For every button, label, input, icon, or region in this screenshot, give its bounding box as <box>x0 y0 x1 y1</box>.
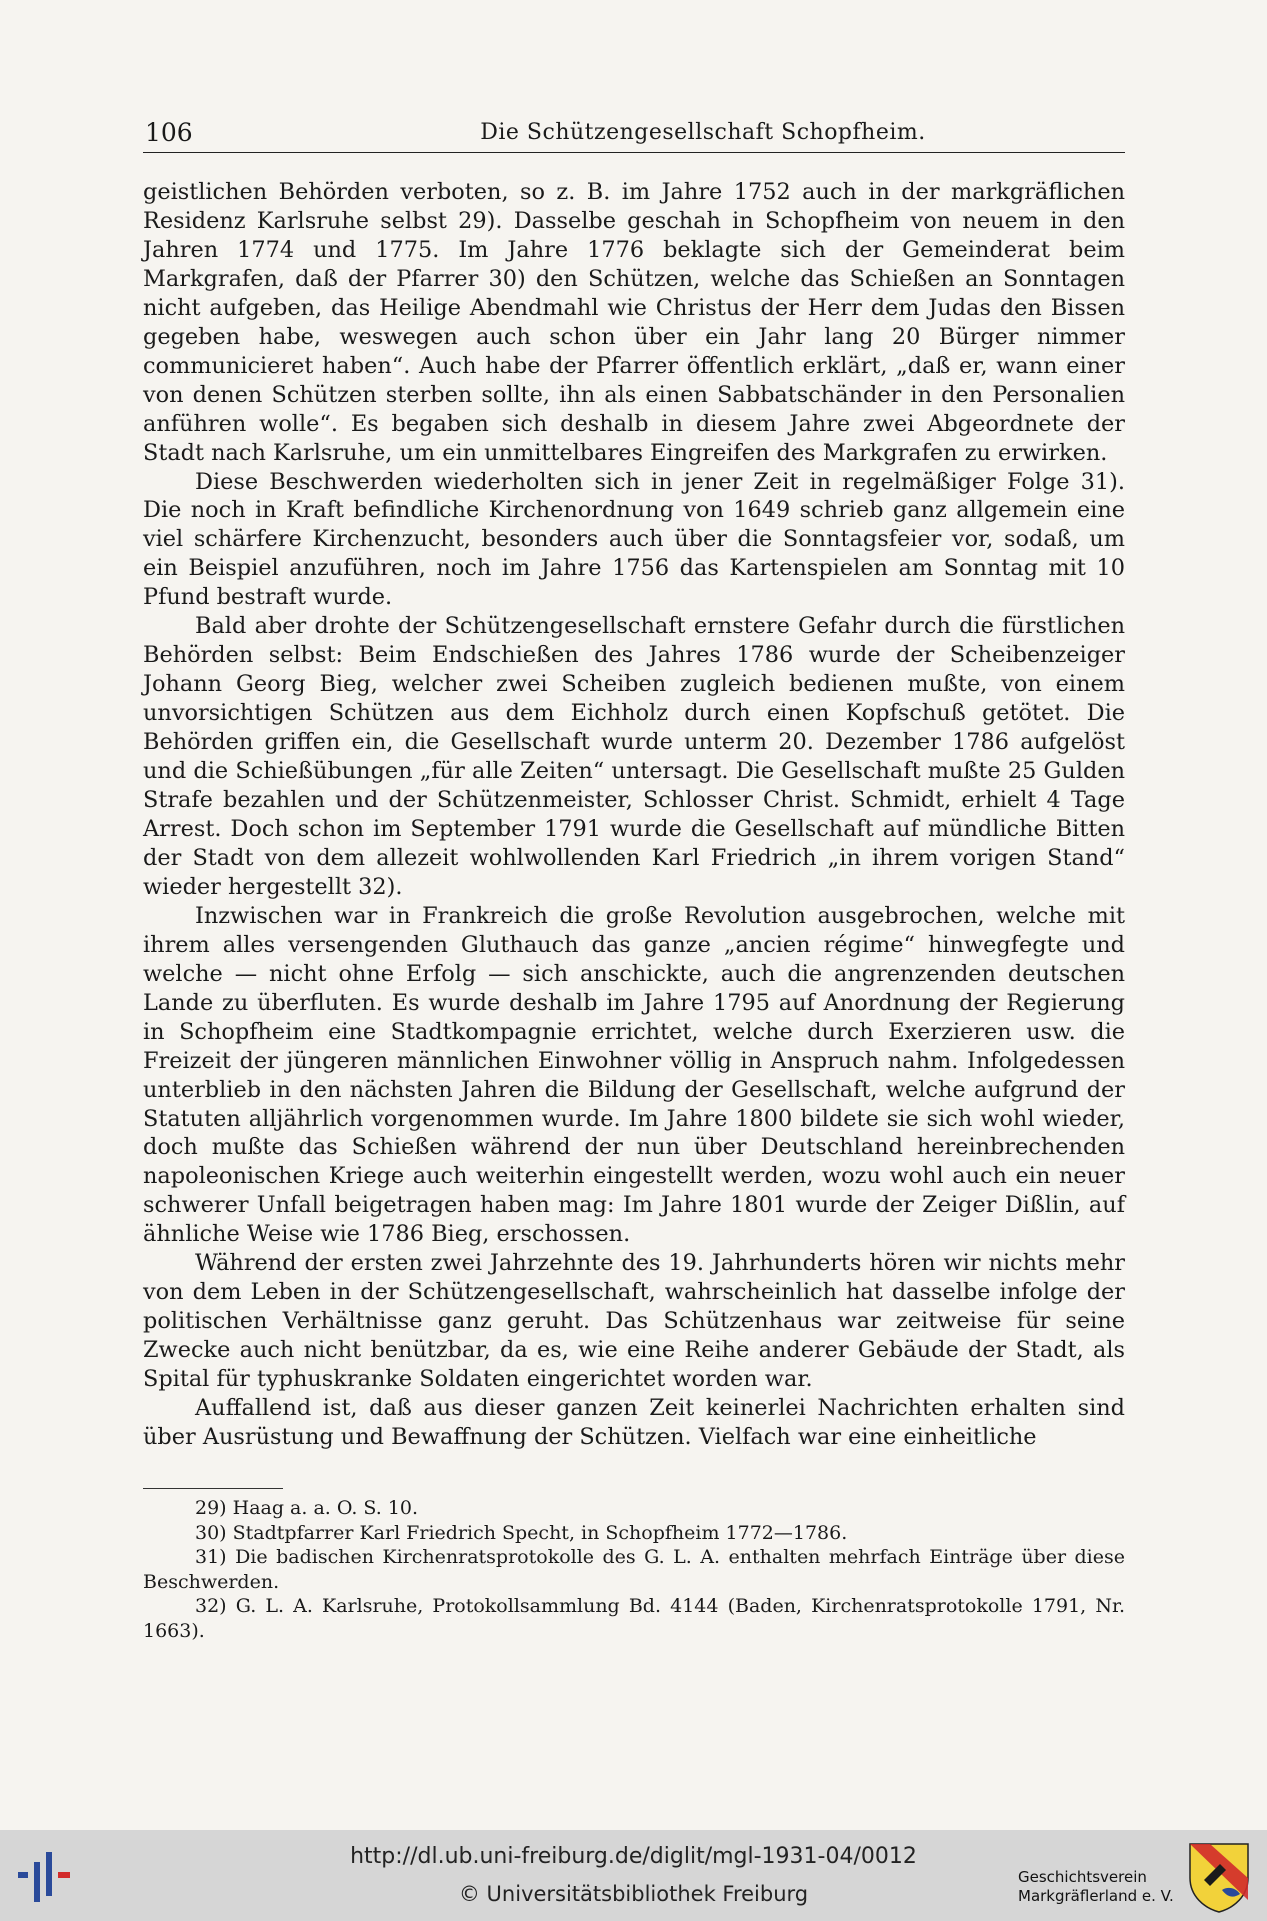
paragraph: Diese Beschwerden wiederholten sich in jener Zeit in regelmäßiger Folge 31). Die noch in Kraft befindliche Kirchenordnung von 1649 schrieb ganz allgemein eine viel schärfere Kirchenzucht, besonders auch über die Sonntagsfeier vor, sodaß, um ein Beispiel anzuführen, noch im Jahre 1756 das Kartenspielen am Sonntag mit 10 Pfund bestraft wurde. <box>143 468 1125 611</box>
paragraph: Bald aber drohte der Schützengesellschaft ernstere Gefahr durch die fürstlichen Behörden selbst: Beim Endschießen des Jahres 1786 wurde der Scheibenzeiger Johann Georg Bieg, welcher zwei Scheiben zugleich bedienen mußte, von einem unvorsichtigen Schützen aus dem Eichholz durch einen Kopfschuß getötet. Die Behörden griffen ein, die Gesellschaft wurde unterm 20. Dezember 1786 aufgelöst und die Schießübungen „für alle Zeiten“ untersagt. Die Gesellschaft mußte 25 Gulden Strafe bezahlen und der Schützenmeister, Schlosser Christ. Schmidt, erhielt 4 Tage Arrest. Doch schon im September 1791 wurde die Gesellschaft auf mündliche Bitten der Stadt von dem allezeit wohlwollenden Karl Friedrich „in ihrem vorigen Stand“ wieder hergestellt 32). <box>143 613 1125 900</box>
coat-of-arms-icon <box>1186 1840 1252 1914</box>
page-header <box>143 118 1125 153</box>
footnote: 29) Haag a. a. O. S. 10. <box>195 1497 419 1519</box>
footer-bar <box>0 1830 1267 1921</box>
society-name-line: Geschichtsverein <box>1018 1868 1147 1886</box>
footnote: 31) Die badischen Kirchenratsprotokolle des G. L. A. enthalten mehrfach Einträge über diese Beschwerden. <box>143 1546 1125 1593</box>
paragraph: geistlichen Behörden verboten, so z. B. im Jahre 1752 auch in der markgräflichen Residenz Karlsruhe selbst 29). Dasselbe geschah in Schopfheim von neuem in den Jahren 1774 und 1775. Im Jahre 1776 beklagte sich der Gemeinderat beim Markgrafen, daß der Pfarrer 30) den Schützen, welche das Schießen an Sonntagen nicht aufgeben, das Heilige Abendmahl wie Christus der Herr dem Judas den Bissen gegeben habe, weswegen auch schon über ein Jahr lang 20 Bürger nimmer communicieret haben“. Auch habe der Pfarrer öffentlich erklärt, „daß er, wann einer von denen Schützen sterben sollte, ihn als einen Sabbatschänder in den Personalien anführen wolle“. Es begaben sich deshalb in diesem Jahre zwei Abgeordnete der Stadt nach Karlsruhe, um ein unmittelbares Eingreifen des Markgrafen zu erwirken. <box>143 179 1125 466</box>
footnotes <box>143 1496 1125 1644</box>
society-name <box>1018 1868 1174 1906</box>
source-url[interactable]: http://dl.ub.uni-freiburg.de/diglit/mgl-1931-04/0012 <box>350 1844 917 1869</box>
footnote: 30) Stadtpfarrer Karl Friedrich Specht, in Schopfheim 1772—1786. <box>195 1521 848 1544</box>
page-number: 106 <box>145 118 193 147</box>
running-title: Die Schützengesellschaft Schopfheim. <box>480 120 926 145</box>
copyright-text: © Universitätsbibliothek Freiburg <box>458 1882 809 1906</box>
footnote: 32) G. L. A. Karlsruhe, Protokollsammlung Bd. 4144 (Baden, Kirchenratsprotokolle 1791, Nr. 1663). <box>143 1595 1125 1642</box>
paragraph: Inzwischen war in Frankreich die große Revolution ausgebrochen, welche mit ihrem alles versengenden Gluthauch das ganze „ancien régime“ hinwegfegte und welche — nicht ohne Erfolg — sich anschickte, auch die angrenzenden deutschen Lande zu überfluten. Es wurde deshalb im Jahre 1795 auf Anordnung der Regierung in Schopfheim eine Stadtkompagnie errichtet, welche durch Exerzieren usw. die Freizeit der jüngeren männlichen Einwohner völlig in Anspruch nahm. Infolgedessen unterblieb in den nächsten Jahren die Bildung der Gesellschaft, welche aufgrund der Statuten alljährlich vorgenommen wurde. Im Jahre 1800 bildete sie sich wohl wieder, doch mußte das Schießen während der nun über Deutschland hereinbrechenden napoleonischen Kriege auch weiterhin eingestellt werden, wozu wohl auch ein neuer schwerer Unfall beigetragen haben mag: Im Jahre 1801 wurde der Zeiger Dißlin, auf ähnliche Weise wie 1786 Bieg, erschossen. <box>143 902 1125 1248</box>
paragraph: Auffallend ist, daß aus dieser ganzen Zeit keinerlei Nachrichten erhalten sind über Ausrüstung und Bewaffnung der Schützen. Vielfach war eine einheitliche <box>143 1395 1125 1450</box>
body-text <box>143 178 1125 1452</box>
paragraph: Während der ersten zwei Jahrzehnte des 19. Jahrhunderts hören wir nichts mehr von dem Leben in der Schützengesellschaft, wahrscheinlich hat dasselbe infolge der politischen Verhältnisse ganz geruht. Das Schützenhaus war zeitweise für seine Zwecke auch nicht benützbar, da es, wie eine Reihe anderer Gebäude der Stadt, als Spital für typhuskranke Soldaten eingerichtet worden war. <box>143 1250 1125 1393</box>
footnote-divider <box>143 1488 283 1489</box>
society-name-line: Markgräflerland e. V. <box>1018 1887 1174 1905</box>
